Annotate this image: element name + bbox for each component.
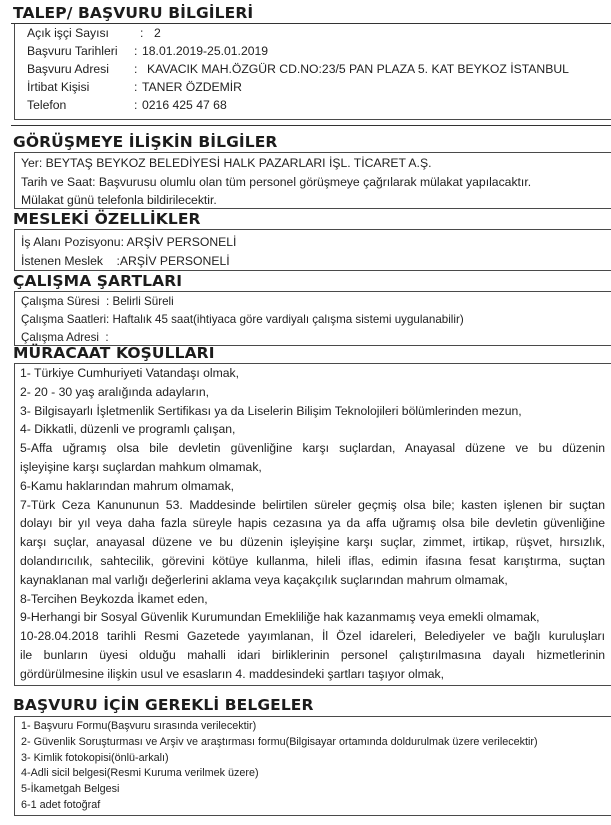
mesleki-line: İş Alanı Pozisyonu: ARŞİV PERSONELİ (21, 235, 237, 249)
section-title-muracaat: MÜRACAAT KOŞULLARI (13, 344, 215, 362)
muracaat-line: 4- Dikkatli, düzenli ve programlı çalışan, (20, 422, 236, 437)
section-title-talep: TALEP/ BAŞVURU BİLGİLERİ (13, 4, 254, 22)
muracaat-line: kaynaklanan mal varlığı değerlerini aklama veya kaçakçılık suçlarından mahrum olmamak, (20, 572, 508, 587)
section-title-gorusme: GÖRÜŞMEYE İLİŞKİN BİLGİLER (13, 133, 278, 151)
talep-separator: : (140, 26, 144, 40)
muracaat-line: dolandırıcılık, sahtecilik, görevini kötüye kullanma, hileli iflas, edimin ifasına fesat karıştırma, suçtan (20, 554, 605, 568)
muracaat-line: dolayı bir yıl veya daha fazla süreyle hapis cezasına ya da affa uğramış olsa bile devletin güvenliğine (20, 516, 605, 531)
belgeler-line: 1- Başvuru Formu(Başvuru sırasında verilecektir) (21, 720, 257, 732)
muracaat-line: 6-Kamu haklarından mahrum olmamak, (20, 478, 235, 493)
calisma-line: Çalışma Süresi : Belirli Süreli (21, 295, 174, 308)
muracaat-line: 8-Tercihen Beykozda İkamet eden, (20, 591, 208, 606)
muracaat-line: 2- 20 - 30 yaş aralığında adayların, (20, 384, 210, 399)
section-title-belgeler: BAŞVURU İÇİN GEREKLİ BELGELER (13, 696, 314, 714)
calisma-line: Çalışma Saatleri: Haftalık 45 saat(ihtiyaca göre vardiyalı çalışma sistemi uygulanabilir) (21, 313, 464, 326)
muracaat-line: ile bunların üyesi olduğu mahalli idari birliklerinin personel çalıştırılmasına dayalı hizmetlerinin (20, 648, 605, 662)
talep-label: Başvuru Tarihleri (27, 44, 118, 58)
talep-label: Telefon (27, 98, 67, 112)
talep-value: KAVACIK MAH.ÖZGÜR CD.NO:23/5 PAN PLAZA 5. KAT BEYKOZ İSTANBUL (147, 62, 569, 76)
muracaat-line: 10-28.04.2018 tarihli Resmi Gazetede yayımlanan, İl Özel idareleri, Belediyeler ve bağlı kuruluşları (20, 629, 605, 644)
mesleki-line: İstenen Meslek :ARŞİV PERSONELİ (21, 254, 230, 268)
muracaat-line: 9-Herhangi bir Sosyal Güvenlik Kurumundan Emekliliğe hak kazanmamış veya emekli olmamak, (20, 610, 540, 625)
gorusme-line: Mülakat günü telefonla bildirilecektir. (21, 193, 217, 207)
talep-label: Açık işçi Sayısı (27, 26, 109, 40)
belgeler-line: 6-1 adet fotoğraf (21, 799, 101, 811)
talep-value: 18.01.2019-25.01.2019 (142, 44, 269, 58)
talep-box (14, 24, 611, 120)
talep-separator: : (134, 80, 138, 94)
talep-value: TANER ÖZDEMİR (142, 80, 242, 94)
muracaat-line: 1- Türkiye Cumhuriyeti Vatandaşı olmak, (20, 366, 240, 380)
talep-separator: : (134, 44, 138, 58)
gorusme-line: Yer: BEYTAŞ BEYKOZ BELEDİYESİ HALK PAZARLARI İŞL. TİCARET A.Ş. (21, 156, 432, 170)
talep-value: 0216 425 47 68 (142, 98, 227, 112)
muracaat-line: 3- Bilgisayarlı İşletmenlik Sertifikası ya da Liselerin Bilişim Teknolojileri bölümlerinden mezun, (20, 403, 522, 418)
section-title-mesleki: MESLEKİ ÖZELLİKLER (13, 210, 201, 228)
muracaat-line: 7-Türk Ceza Kanununun 53. Maddesinde belirtilen süreler geçmiş olsa bile; kasten işlenen bir suçtan (20, 497, 605, 512)
section-rule (11, 125, 611, 126)
muracaat-line: gördürülmesine ilişkin usul ve esasların 4. maddesindeki şartları taşıyor olmak, (20, 666, 445, 681)
talep-separator: : (134, 98, 138, 112)
belgeler-line: 4-Adli sicil belgesi(Resmi Kuruma verilmek üzere) (21, 767, 259, 780)
gorusme-line: Tarih ve Saat: Başvurusu olumlu olan tüm personel görüşmeye çağrılarak mülakat yapılacaktır. (21, 175, 532, 189)
talep-separator: : (134, 62, 138, 76)
muracaat-line: 5-Affa uğramış olsa bile devletin güvenliğine karşı suçlardan, Anayasal düzene ve bu düzenin (20, 441, 605, 456)
belgeler-line: 3- Kimlik fotokopisi(önlü-arkalı) (21, 751, 169, 764)
calisma-line: Çalışma Adresi : (21, 331, 109, 344)
belgeler-line: 5-İkametgah Belgesi (21, 783, 120, 796)
muracaat-line: karşı suçlar, anayasal düzene ve bu düzenin işleyişine karşı suçlar, zimmet, irtikap, rüşvet, hırsızlık, (20, 535, 605, 550)
talep-label: Başvuru Adresi (27, 62, 109, 76)
belgeler-line: 2- Güvenlik Soruşturması ve Arşiv ve araştırması formu(Bilgisayar ortamında doldurulmak üzere verilecektir) (21, 735, 538, 748)
section-title-calisma: ÇALIŞMA ŞARTLARI (13, 272, 183, 290)
muracaat-line: işleyişine karşı suçlardan mahkum olmamak, (20, 460, 262, 474)
talep-value: 2 (154, 26, 161, 40)
talep-label: İrtibat Kişisi (27, 80, 90, 94)
